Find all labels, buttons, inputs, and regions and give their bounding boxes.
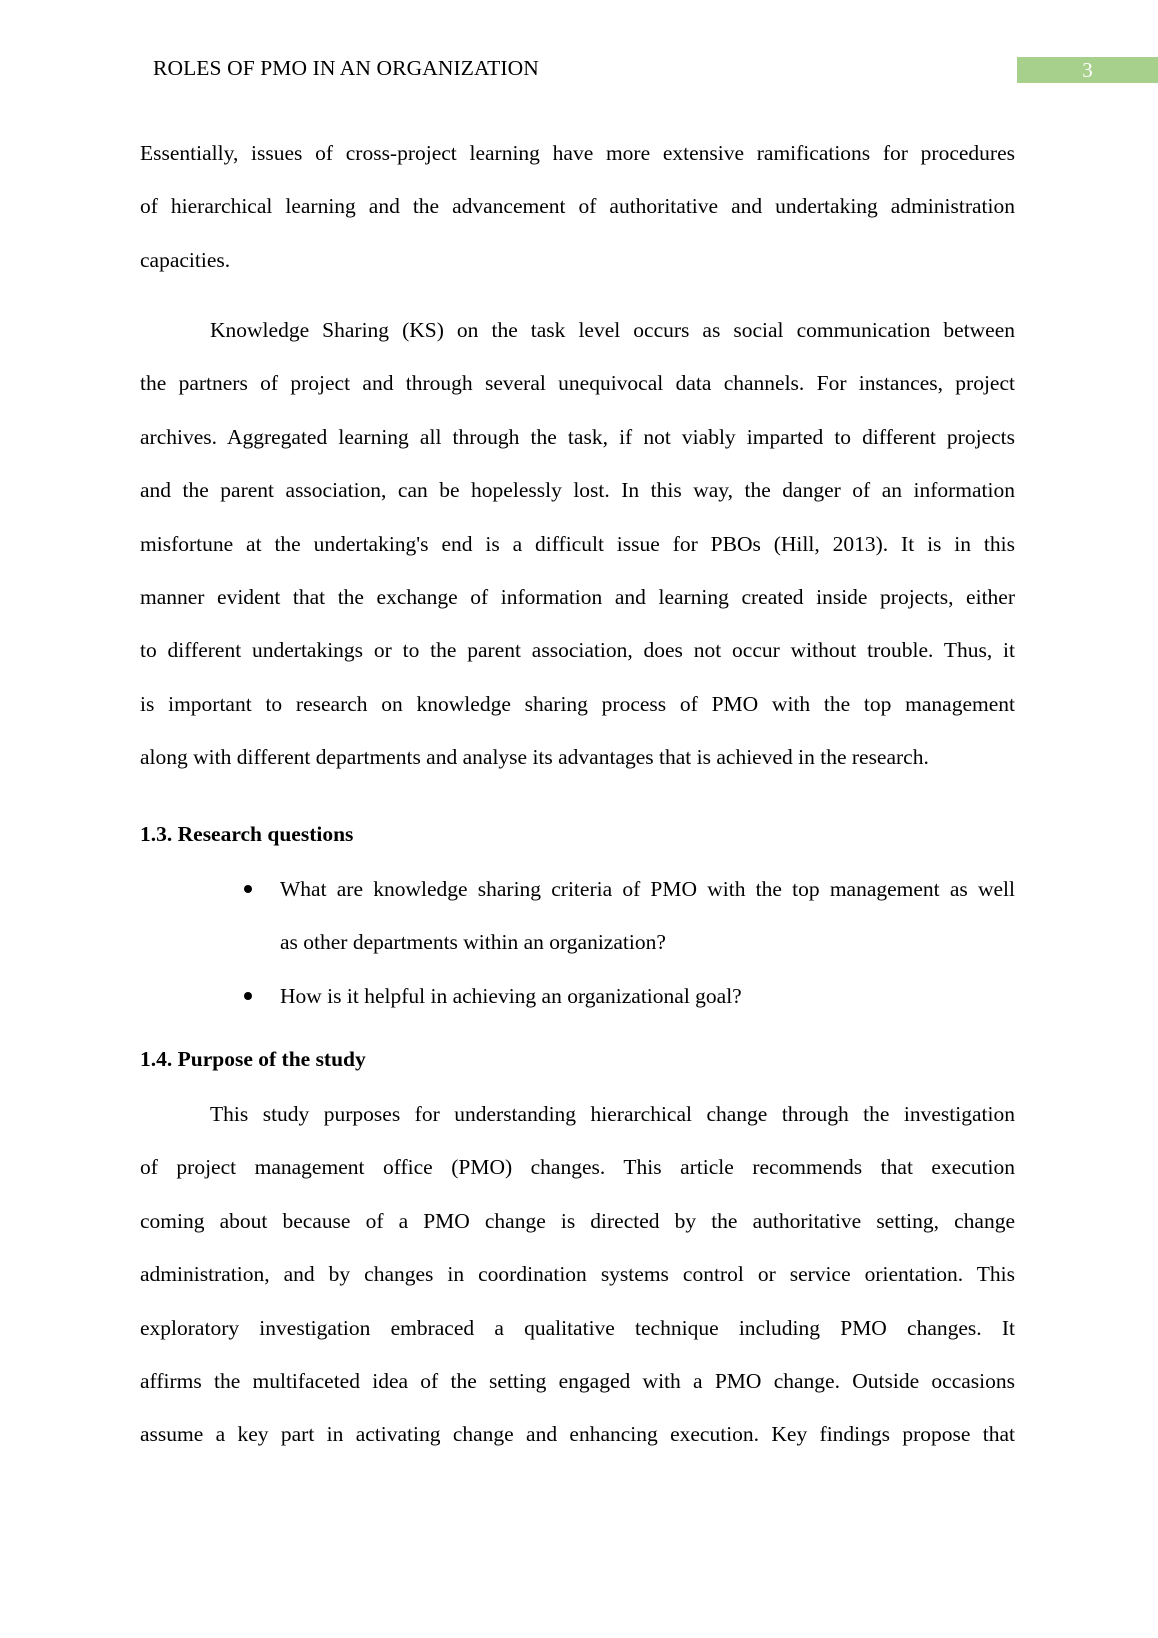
text-line: is important to research on knowledge sharing process of PMO with the top management xyxy=(140,691,1015,716)
text-line: What are knowledge sharing criteria of PMO with the top management as well xyxy=(280,877,1015,901)
research-questions-list xyxy=(240,876,1015,1036)
paragraph-3 xyxy=(140,1101,1015,1475)
text-line: manner evident that the exchange of information and learning created inside projects, either xyxy=(140,584,1015,609)
text-line: assume a key part in activating change and enhancing execution. Key findings propose that xyxy=(140,1422,1015,1447)
text-line: of hierarchical learning and the advancement of authoritative and undertaking administration xyxy=(140,194,1015,219)
paragraph-1 xyxy=(140,140,1015,300)
text-line: Knowledge Sharing (KS) on the task level occurs as social communication between xyxy=(210,318,1015,342)
text-line: the partners of project and through several unequivocal data channels. For instances, project xyxy=(140,371,1015,396)
text-line: This study purposes for understanding hierarchical change through the investigation xyxy=(210,1102,1015,1126)
text-line: and the parent association, can be hopelessly lost. In this way, the danger of an information xyxy=(140,478,1015,503)
text-line: misfortune at the undertaking's end is a difficult issue for PBOs (Hill, 2013). It is in this xyxy=(140,531,1015,556)
text-line: Essentially, issues of cross-project learning have more extensive ramifications for procedures xyxy=(140,141,1015,165)
text-line: coming about because of a PMO change is directed by the authoritative setting, change xyxy=(140,1208,1015,1233)
text-line: exploratory investigation embraced a qualitative technique including PMO changes. It xyxy=(140,1315,1015,1340)
text-line: of project management office (PMO) changes. This article recommends that execution xyxy=(140,1155,1015,1180)
text-line: to different undertakings or to the parent association, does not occur without trouble. Thus, it xyxy=(140,638,1015,663)
text-line: administration, and by changes in coordination systems control or service orientation. This xyxy=(140,1262,1015,1287)
bullet-icon xyxy=(244,885,252,893)
text-line: affirms the multifaceted idea of the setting engaged with a PMO change. Outside occasions xyxy=(140,1368,1015,1393)
bullet-icon xyxy=(244,992,252,1000)
paragraph-2 xyxy=(140,317,1015,798)
list-item xyxy=(240,983,1015,1036)
text-line: capacities. xyxy=(140,247,231,272)
text-line: archives. Aggregated learning all through the task, if not viably imparted to different projects xyxy=(140,424,1015,449)
heading-research-questions: 1.3. Research questions xyxy=(140,822,354,846)
heading-purpose-of-study: 1.4. Purpose of the study xyxy=(140,1047,366,1071)
text-line: How is it helpful in achieving an organizational goal? xyxy=(280,983,742,1008)
text-line: along with different departments and analyse its advantages that is achieved in the research. xyxy=(140,745,929,770)
running-header: ROLES OF PMO IN AN ORGANIZATION xyxy=(153,56,539,80)
page-number: 3 xyxy=(1017,57,1158,83)
list-item xyxy=(240,876,1015,983)
text-line: as other departments within an organization? xyxy=(280,930,666,955)
